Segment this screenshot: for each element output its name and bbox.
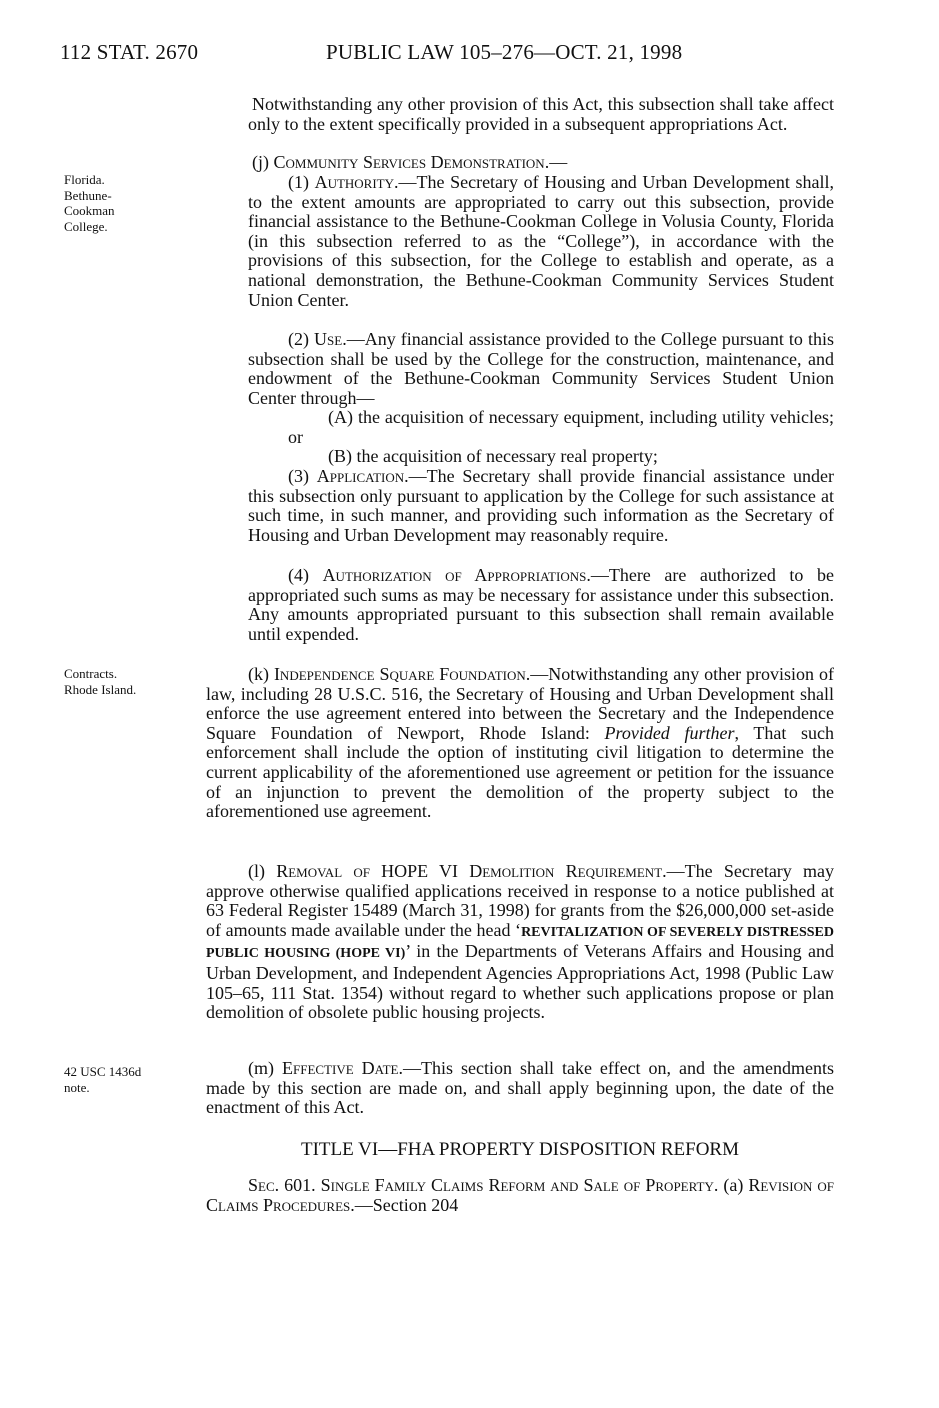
- subsection-label: (m): [248, 1058, 282, 1078]
- paragraph-heading: Use.: [314, 329, 347, 349]
- proviso-italic: Provided further: [604, 722, 735, 743]
- subsection-text: —Section 204: [354, 1194, 459, 1215]
- subsection-text: ’ in the Departments of Veterans Affairs and Housing and Urban Development, and Independent Agencies Appropriations Act, 1998 (Public Law 105–65, 111 Stat. 1354) without regard to whether such applications propose or plan demolition of obsolete public housing projects.: [206, 941, 834, 1023]
- subsection-text: —This section shall take effect on, and the amendments made by this section are made on, and shall apply beginning upon, the date of the enactment of this Act.: [206, 1058, 834, 1118]
- subsection-m: [206, 1059, 834, 1118]
- margin-note-line: Cookman: [64, 203, 115, 218]
- subsection-label: (a): [718, 1175, 749, 1195]
- subsection-k: [206, 665, 834, 822]
- margin-note-line: 42 USC 1436d: [64, 1064, 142, 1079]
- subsection-label: (k): [248, 664, 274, 684]
- subsection-heading: Independence Square Foundation.: [273, 664, 531, 684]
- margin-note-line: note.: [64, 1079, 90, 1095]
- clause-text: (A) the acquisition of necessary equipment, including utility vehicles; or: [288, 407, 834, 447]
- paragraph-j3: [248, 467, 834, 545]
- subsection-label: (j): [252, 152, 274, 172]
- subsection-heading: Removal of HOPE VI Demolition Requirement.: [276, 861, 667, 881]
- paragraph-text: Notwithstanding any other provision of this Act, this subsection shall take affect only to the extent specifically provided in a subsequent appropriations Act.: [248, 94, 834, 134]
- paragraph-j4: [248, 566, 834, 644]
- subsection-text: , That such enforcement shall include the option of instituting civil litigation to determine the current applicability of the aforementioned use agreement or petition for the issuance of an injunction to prevent the demolition of the property subject to the aforementioned use agreement.: [206, 722, 835, 822]
- margin-note-usc: [64, 1064, 141, 1095]
- statute-page-number: 112 STAT. 2670: [60, 40, 199, 64]
- subsection-heading: Effective Date.: [281, 1058, 403, 1078]
- paragraph-text: —The Secretary of Housing and Urban Development shall, to the extent amounts are appropriated to carry out this subsection, provide financial assistance to the Bethune-Cookman College in Volusia County, Florida (in this subsection referred to as the “College”), in accordance with the provisions of this subsection, for the College to establish and operate, as a national demonstration, the Bethune-Cookman Community Services Student Union Center.: [248, 172, 834, 310]
- margin-note-line: Bethune-: [64, 187, 112, 203]
- clause-a: [288, 408, 834, 447]
- margin-note-line: College.: [64, 218, 108, 234]
- margin-note-florida: [64, 172, 115, 234]
- running-header: PUBLIC LAW 105–276—OCT. 21, 1998: [326, 40, 683, 64]
- section-601: [206, 1176, 834, 1215]
- section-heading: Sec. 601. Single Family Claims Reform and Sale of Property.: [248, 1175, 719, 1195]
- subsection-l: [206, 862, 834, 1023]
- paragraph-label: (4): [288, 565, 323, 585]
- subsection-heading: Community Services Demonstration.—: [273, 152, 568, 172]
- appropriation-heading: REVITALIZATION OF SEVERELY DISTRESSED PUBLIC HOUSING (HOPE VI): [206, 924, 834, 962]
- clause-b: [288, 447, 834, 467]
- paragraph-j1: [248, 173, 834, 310]
- margin-note-contracts: [64, 666, 136, 697]
- margin-note-line: Florida.: [64, 172, 105, 187]
- title-heading: TITLE VI—FHA PROPERTY DISPOSITION REFORM: [300, 1139, 739, 1160]
- subsection-text: —Notwithstanding any other provision of law, including 28 U.S.C. 516, the Secretary of Housing and Urban Development shall enforce the use agreement entered into between the Secretary and the Independence Square Foundation of Newport, Rhode Island:: [206, 664, 834, 743]
- subsection-text: —The Secretary may approve otherwise qualified applications received in response to a notice published at 63 Federal Register 15489 (March 31, 1998) for grants from the $26,000,000 set-aside of amounts made available under the head ‘: [206, 861, 834, 940]
- paragraph-heading: Application.: [316, 466, 409, 486]
- paragraph-heading: Authorization of Appropriations.: [322, 565, 591, 585]
- paragraph-label: (2): [288, 329, 315, 349]
- paragraph-text: —Any financial assistance provided to the College pursuant to this subsection shall be used by the College for the construction, maintenance, and endowment of the Bethune-Cookman Community Services Student Union Center through—: [248, 329, 834, 408]
- paragraph-text: —There are authorized to be appropriated such sums as may be necessary for assistance under this subsection. Any amounts appropriated pursuant to this subsection shall remain available until expended.: [248, 565, 834, 644]
- paragraph-label: (3): [288, 466, 317, 486]
- paragraph-label: (1): [288, 172, 315, 192]
- clause-text: (B) the acquisition of necessary real property;: [328, 446, 658, 466]
- subsection-heading: Revision of Claims Procedures.: [206, 1175, 834, 1215]
- paragraph-j2: [248, 330, 834, 408]
- paragraph-continuation: [248, 95, 834, 134]
- subsection-label: (l): [248, 861, 277, 881]
- margin-note-line: Rhode Island.: [64, 681, 137, 697]
- paragraph-heading: Authority.: [314, 172, 399, 192]
- paragraph-text: —The Secretary shall provide financial assistance under this subsection only pursuant to application by the College for such assistance at such time, in such manner, and providing such information as the Secretary of Housing and Urban Development may reasonably require.: [248, 466, 834, 545]
- margin-note-line: Contracts.: [64, 666, 118, 681]
- subsection-j-heading: [248, 153, 834, 173]
